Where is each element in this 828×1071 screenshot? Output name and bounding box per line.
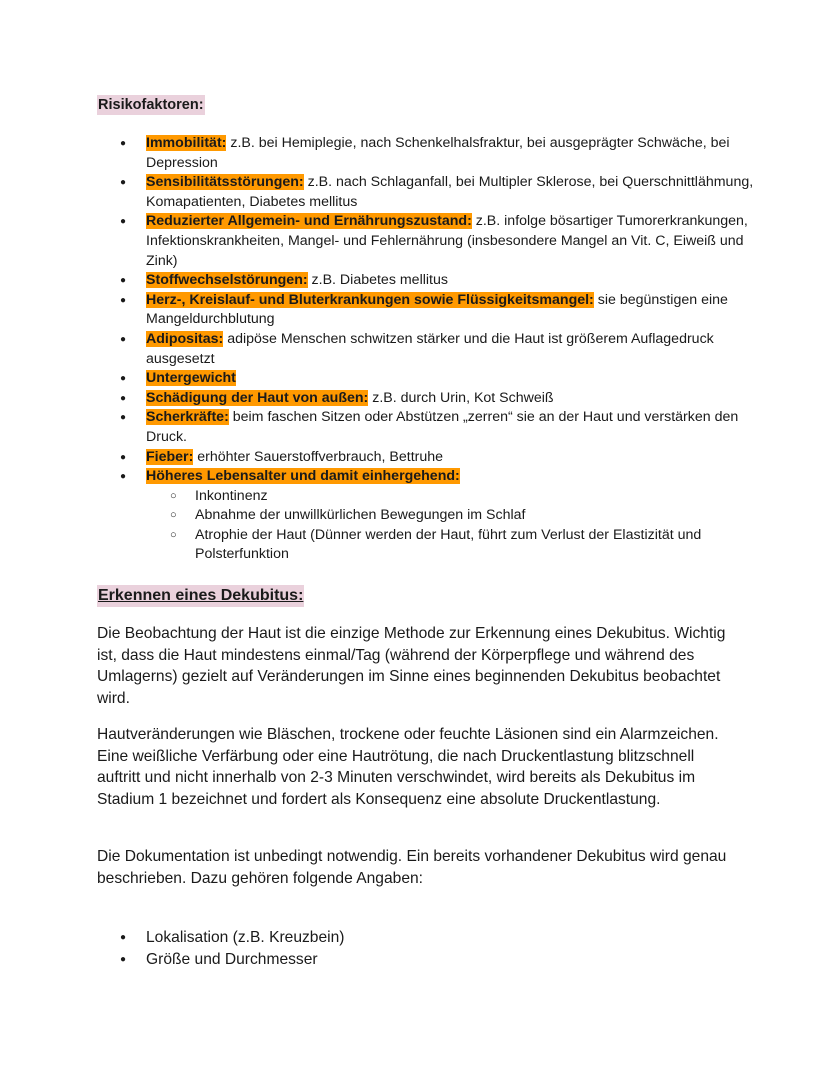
risk-item-old-age bbox=[97, 467, 757, 565]
risk-item-fever bbox=[97, 448, 757, 468]
risk-item-sensibility bbox=[97, 173, 757, 212]
risk-item-label: Schädigung der Haut von außen: bbox=[146, 389, 369, 406]
risk-item-text: beim faschen Sitzen oder Abstützen „zerren“ sie an der Haut und verstärken den Druck. bbox=[146, 409, 739, 445]
risk-item-label: Stoffwechselstörungen: bbox=[146, 272, 308, 289]
risk-item-label: Scherkräfte: bbox=[146, 409, 229, 426]
risk-item-label: Sensibilitätsstörungen: bbox=[146, 174, 304, 191]
risk-item-text: z.B. Diabetes mellitus bbox=[307, 272, 448, 289]
risk-item-circulation bbox=[97, 291, 757, 330]
risk-item-skin-damage bbox=[97, 389, 757, 409]
paragraph-documentation: Die Dokumentation ist unbedingt notwendig. Ein bereits vorhandener Dekubitus wird genau beschrieben. Dazu gehören folgende Angaben: bbox=[97, 848, 727, 887]
risk-item-metabolism bbox=[97, 271, 757, 291]
doc-item-size: ● Größe und Durchmesser bbox=[97, 949, 737, 971]
risk-item-label: Immobilität: bbox=[146, 135, 227, 151]
risk-item-label: Untergewicht bbox=[146, 370, 236, 387]
risk-item-text: z.B. nach Schlaganfall, bei Multipler Sklerose, bei Querschnittlähmung, Komapatienten, Diabetes mellitus bbox=[146, 174, 754, 210]
documentation-list bbox=[97, 927, 737, 970]
paragraph-observation: Die Beobachtung der Haut ist die einzige Methode zur Erkennung eines Dekubitus. Wichtig ist, dass die Haut mindestens einmal/Tag (während der Körperpflege und während des Umlagerns) gezielt auf Veränderungen im Sinne eines beginnenden Dekubitus beobachtet wird. bbox=[97, 625, 726, 707]
risk-item-text: sie begünstigen eine Mangeldurchblutung bbox=[146, 291, 728, 328]
risk-item-text: z.B. durch Urin, Kot Schweiß bbox=[368, 389, 554, 406]
risk-item-text: z.B. bei Hemiplegie, nach Schenkelhalsfraktur, bei ausgeprägter Schwäche, bei Depression bbox=[146, 135, 730, 171]
risk-item-label: Adipositas: bbox=[146, 330, 224, 347]
risk-item-nutrition bbox=[97, 212, 757, 271]
old-age-sublist bbox=[146, 487, 757, 565]
paragraph-skin-changes: Hautveränderungen wie Bläschen, trockene oder feuchte Läsionen sind ein Alarmzeichen. Eine weißliche Verfärbung oder eine Hautrötung, die nach Druckentlastung blitzschnell auftritt und nicht innerhalb von 2-3 Minuten verschwindet, wird bereits als Dekubitus im Stadium 1 bezeichnet und fordert als Konsequenz eine absolute Druckentlastung. bbox=[97, 726, 719, 808]
risk-item-label: Herz-, Kreislauf- und Bluterkrankungen sowie Flüssigkeitsmangel: bbox=[146, 291, 594, 308]
risk-item-text: erhöhter Sauerstoffverbrauch, Bettruhe bbox=[193, 448, 444, 465]
risk-heading: Risikofaktoren: bbox=[98, 97, 204, 113]
risk-item-text: z.B. infolge bösartiger Tumorerkrankungen, Infektionskrankheiten, Mangel- und Fehlernährung (insbesondere Mangel an Vit. C, Eiweiß und Zink) bbox=[146, 213, 748, 269]
detect-heading: Erkennen eines Dekubitus: bbox=[97, 585, 304, 607]
risk-item-label: Fieber: bbox=[146, 448, 194, 465]
risk-item-underweight bbox=[97, 369, 757, 389]
doc-item-localisation: ● Lokalisation (z.B. Kreuzbein) bbox=[97, 927, 737, 949]
sub-item-skin-atrophy: ○ Atrophie der Haut (Dünner werden der Haut, führt zum Verlust der Elastizität und Polsterfunktion bbox=[146, 526, 757, 565]
risk-item-shear-forces bbox=[97, 408, 757, 447]
risk-factor-list bbox=[97, 134, 757, 565]
sub-item-incontinence: ○ Inkontinenz bbox=[146, 487, 757, 507]
risk-item-label: Höheres Lebensalter und damit einhergehend: bbox=[146, 468, 460, 485]
risk-item-label: Reduzierter Allgemein- und Ernährungszustand: bbox=[146, 213, 472, 230]
risk-item-text: adipöse Menschen schwitzen stärker und die Haut ist größerem Auflagedruck ausgesetzt bbox=[146, 330, 714, 367]
risk-item-immobility bbox=[97, 134, 757, 173]
sub-item-reduced-movement: ○ Abnahme der unwillkürlichen Bewegungen im Schlaf bbox=[146, 506, 757, 526]
risk-item-adiposity bbox=[97, 330, 757, 369]
